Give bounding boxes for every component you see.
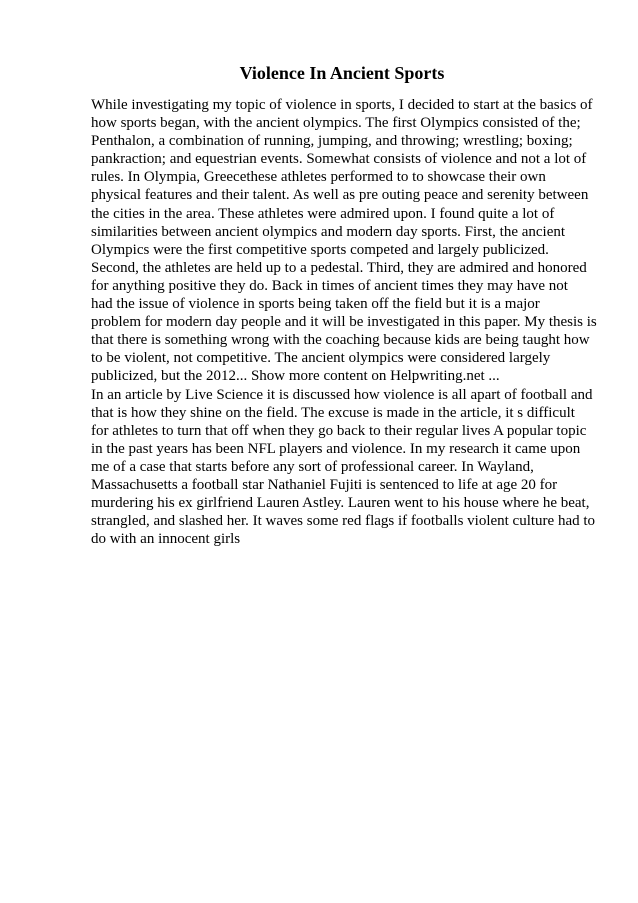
document-body	[91, 96, 597, 548]
text-line: the cities in the area. These athletes were admired upon. I found quite a lot of	[91, 205, 555, 222]
text-line: to be violent, not competitive. The ancient olympics were considered largely	[91, 350, 551, 367]
text-line: had the issue of violence in sports being taken off the field but it is a major	[91, 296, 540, 313]
text-line: that there is something wrong with the coaching because kids are being taught how	[91, 332, 590, 349]
paragraph-2	[91, 386, 596, 549]
text-line: problem for modern day people and it will be investigated in this paper. My thesis is	[91, 314, 597, 331]
text-line: Massachusetts a football star Nathaniel Fujiti is sentenced to life at age 20 for	[91, 476, 558, 493]
text-line: for athletes to turn that off when they go back to their regular lives A popular topic	[91, 422, 587, 439]
text-line: In an article by Live Science it is discussed how violence is all apart of football and	[91, 386, 593, 403]
text-line: murdering his ex girlfriend Lauren Astley. Lauren went to his house where he beat,	[91, 495, 590, 512]
text-line: in the past years has been NFL players and violence. In my research it came upon	[91, 440, 581, 457]
text-line: rules. In Olympia, Greecethese athletes performed to to showcase their own	[91, 169, 546, 186]
text-line: Penthalon, a combination of running, jumping, and throwing; wrestling; boxing;	[91, 133, 573, 150]
text-line: physical features and their talent. As well as pre outing peace and serenity between	[91, 187, 589, 204]
text-line: similarities between ancient olympics and modern day sports. First, the ancient	[91, 223, 566, 240]
page-title: Violence In Ancient Sports	[239, 63, 445, 83]
text-line: do with an innocent girls	[91, 531, 241, 548]
text-line: that is how they shine on the field. The excuse is made in the article, it s difficult	[91, 404, 575, 421]
text-line: for anything positive they do. Back in times of ancient times they may have not	[91, 277, 568, 294]
text-line: me of a case that starts before any sort of professional career. In Wayland,	[91, 458, 534, 475]
text-line: pankraction; and equestrian events. Somewhat consists of violence and not a lot of	[91, 151, 587, 168]
text-line: publicized, but the 2012... Show more content on Helpwriting.net ...	[91, 368, 500, 385]
text-line: Olympics were the first competitive sports competed and largely publicized.	[91, 241, 549, 258]
text-line: how sports began, with the ancient olympics. The first Olympics consisted of the;	[91, 115, 581, 132]
text-line: strangled, and slashed her. It waves some red flags if footballs violent culture had to	[91, 513, 596, 530]
text-line: While investigating my topic of violence in sports, I decided to start at the basics of	[91, 97, 593, 113]
paragraph-1	[91, 96, 597, 386]
text-line: Second, the athletes are held up to a pedestal. Third, they are admired and honored	[91, 259, 587, 276]
